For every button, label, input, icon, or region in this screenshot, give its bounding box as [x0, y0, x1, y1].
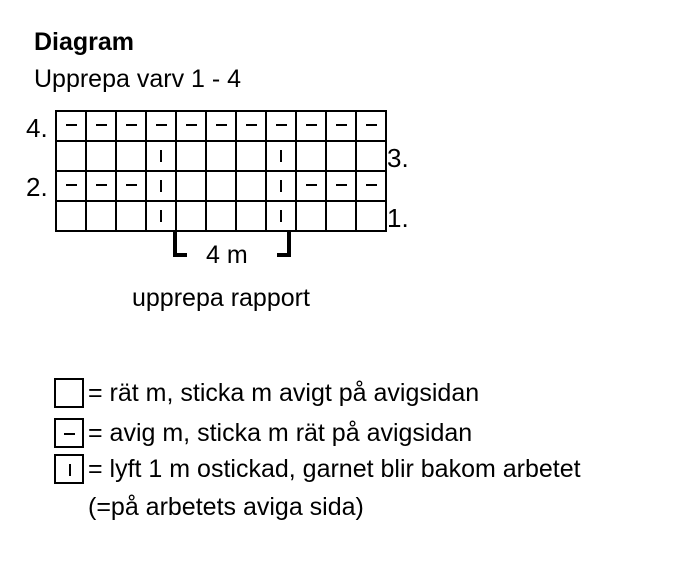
blank-square-icon — [54, 378, 84, 408]
knit-cell — [57, 202, 87, 232]
knit-cell — [237, 202, 267, 232]
knit-cell — [207, 142, 237, 172]
legend-text-slip: = lyft 1 m ostickad, garnet blir bakom arbetet — [88, 455, 581, 483]
knit-cell — [297, 202, 327, 232]
knitting-chart-grid — [55, 110, 387, 232]
diagram-subtitle: Upprepa varv 1 - 4 — [34, 65, 242, 93]
purl-cell — [57, 112, 87, 142]
legend-item-knit — [54, 377, 479, 409]
slip-cell — [267, 142, 297, 172]
knit-cell — [297, 142, 327, 172]
slip-cell — [267, 172, 297, 202]
knit-cell — [117, 202, 147, 232]
knit-cell — [117, 142, 147, 172]
slip-cell — [147, 172, 177, 202]
row-label-3: 3. — [387, 143, 409, 173]
knit-cell — [237, 142, 267, 172]
slip-cell — [147, 142, 177, 172]
legend-item-purl — [54, 417, 472, 449]
knit-cell — [237, 172, 267, 202]
knit-cell — [327, 142, 357, 172]
purl-cell — [87, 172, 117, 202]
knit-cell — [207, 202, 237, 232]
dash-square-icon — [54, 418, 84, 448]
knit-cell — [177, 172, 207, 202]
purl-cell — [87, 112, 117, 142]
legend-continuation: (=på arbetets aviga sida) — [88, 493, 364, 521]
repeat-bracket-left — [175, 232, 187, 255]
repeat-label: upprepa rapport — [132, 284, 310, 312]
purl-cell — [237, 112, 267, 142]
purl-cell — [267, 112, 297, 142]
purl-cell — [177, 112, 207, 142]
knit-cell — [357, 202, 387, 232]
purl-cell — [327, 112, 357, 142]
knit-cell — [57, 142, 87, 172]
purl-cell — [207, 112, 237, 142]
repeat-bracket-right — [277, 232, 289, 255]
slip-cell — [267, 202, 297, 232]
knit-cell — [87, 142, 117, 172]
row-label-2: 2. — [26, 172, 48, 202]
knit-cell — [177, 202, 207, 232]
row-label-4: 4. — [26, 113, 48, 143]
purl-cell — [57, 172, 87, 202]
purl-cell — [297, 112, 327, 142]
diagram-title: Diagram — [34, 28, 135, 56]
purl-cell — [357, 172, 387, 202]
slip-cell — [147, 202, 177, 232]
purl-cell — [297, 172, 327, 202]
knit-cell — [327, 202, 357, 232]
purl-cell — [327, 172, 357, 202]
knit-cell — [207, 172, 237, 202]
purl-cell — [357, 112, 387, 142]
purl-cell — [147, 112, 177, 142]
row-label-1: 1. — [387, 203, 409, 233]
purl-cell — [117, 172, 147, 202]
legend-item-slip — [54, 453, 581, 485]
legend-text-purl: = avig m, sticka m rät på avigsidan — [88, 419, 473, 447]
legend-text-knit: = rät m, sticka m avigt på avigsidan — [88, 379, 480, 407]
repeat-width-label: 4 m — [206, 241, 248, 269]
knit-cell — [357, 142, 387, 172]
purl-cell — [117, 112, 147, 142]
knit-cell — [177, 142, 207, 172]
slip-square-icon — [54, 454, 84, 484]
knit-cell — [87, 202, 117, 232]
